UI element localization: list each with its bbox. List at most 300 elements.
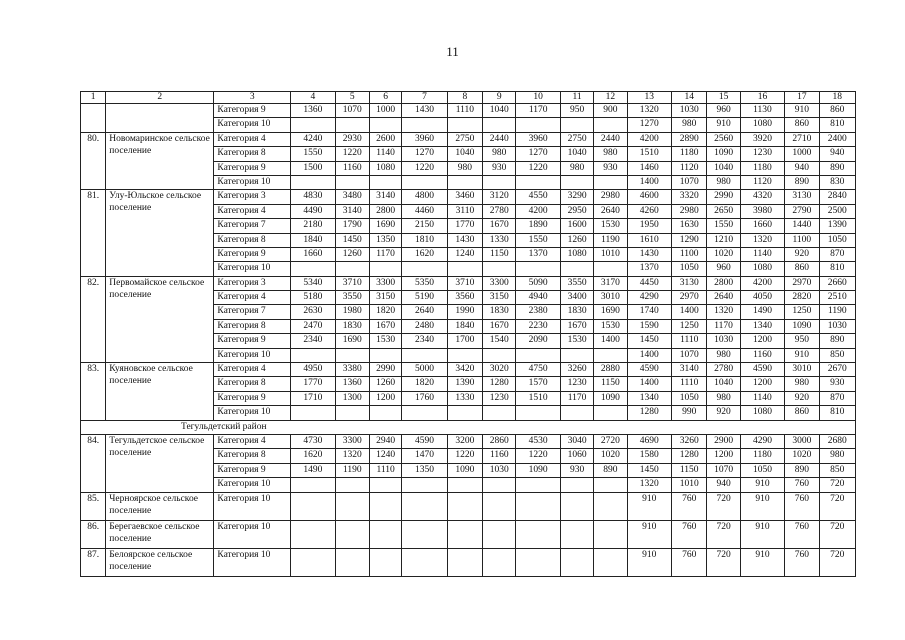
value-cell: 1400 <box>627 348 671 362</box>
value-cell: 900 <box>594 104 627 118</box>
value-cell: 3380 <box>335 363 369 377</box>
value-cell: 980 <box>483 147 516 161</box>
category-cell: Категория 10 <box>214 520 291 548</box>
value-cell: 910 <box>707 118 740 132</box>
value-cell: 1140 <box>740 247 784 261</box>
settlement-number <box>81 104 106 133</box>
value-cell: 2990 <box>707 190 740 204</box>
value-cell: 3150 <box>369 291 401 305</box>
value-cell: 1260 <box>369 377 401 391</box>
value-cell: 1220 <box>335 147 369 161</box>
value-cell: 4550 <box>516 190 560 204</box>
value-cell: 1330 <box>447 391 482 405</box>
value-cell: 1220 <box>447 449 482 463</box>
value-cell: 1190 <box>594 233 627 247</box>
value-cell: 1620 <box>291 449 335 463</box>
value-cell: 990 <box>672 406 707 420</box>
value-cell <box>594 406 627 420</box>
value-cell: 890 <box>594 463 627 477</box>
value-cell: 1260 <box>335 247 369 261</box>
value-cell: 1030 <box>483 463 516 477</box>
value-cell <box>560 478 593 492</box>
value-cell: 2510 <box>819 291 855 305</box>
value-cell <box>560 118 593 132</box>
value-cell <box>291 262 335 276</box>
value-cell: 1370 <box>627 262 671 276</box>
value-cell <box>335 262 369 276</box>
value-cell: 1690 <box>335 334 369 348</box>
category-cell: Категория 9 <box>214 334 291 348</box>
district-row <box>81 420 856 434</box>
value-cell <box>335 348 369 362</box>
value-cell: 1090 <box>785 319 819 333</box>
table-row <box>81 104 856 118</box>
value-cell: 1050 <box>672 262 707 276</box>
value-cell: 1040 <box>707 161 740 175</box>
value-cell: 1020 <box>785 449 819 463</box>
value-cell: 1330 <box>483 233 516 247</box>
value-cell: 940 <box>819 147 855 161</box>
value-cell: 1290 <box>672 233 707 247</box>
value-cell: 3300 <box>483 276 516 290</box>
value-cell: 1010 <box>672 478 707 492</box>
value-cell: 960 <box>707 262 740 276</box>
value-cell: 1100 <box>785 233 819 247</box>
value-cell: 2380 <box>516 305 560 319</box>
value-cell: 1690 <box>369 219 401 233</box>
value-cell: 3140 <box>672 363 707 377</box>
value-cell: 1180 <box>740 449 784 463</box>
value-cell: 4050 <box>740 291 784 305</box>
value-cell: 4940 <box>516 291 560 305</box>
value-cell: 2640 <box>707 291 740 305</box>
value-cell: 910 <box>740 492 784 520</box>
value-cell: 930 <box>483 161 516 175</box>
value-cell: 1230 <box>560 377 593 391</box>
value-cell: 1210 <box>707 233 740 247</box>
value-cell <box>291 548 335 576</box>
column-header: 10 <box>516 92 560 104</box>
value-cell: 2230 <box>516 319 560 333</box>
value-cell <box>560 348 593 362</box>
value-cell: 980 <box>785 377 819 391</box>
category-cell: Категория 4 <box>214 204 291 218</box>
value-cell <box>516 520 560 548</box>
value-cell: 2880 <box>594 363 627 377</box>
value-cell <box>369 548 401 576</box>
value-cell: 720 <box>707 520 740 548</box>
value-cell <box>402 492 447 520</box>
value-cell: 2980 <box>672 204 707 218</box>
value-cell: 1620 <box>402 247 447 261</box>
value-cell: 1690 <box>594 305 627 319</box>
value-cell: 2990 <box>369 363 401 377</box>
value-cell: 3710 <box>335 276 369 290</box>
value-cell <box>447 520 482 548</box>
value-cell: 2800 <box>707 276 740 290</box>
value-cell: 2500 <box>819 204 855 218</box>
value-cell: 1790 <box>335 219 369 233</box>
value-cell: 1570 <box>516 377 560 391</box>
value-cell: 3960 <box>402 132 447 146</box>
value-cell: 1490 <box>740 305 784 319</box>
value-cell: 1580 <box>627 449 671 463</box>
category-cell: Категория 8 <box>214 319 291 333</box>
value-cell: 1200 <box>740 377 784 391</box>
value-cell <box>516 492 560 520</box>
value-cell: 1350 <box>402 463 447 477</box>
value-cell <box>483 118 516 132</box>
value-cell: 1020 <box>707 247 740 261</box>
value-cell: 2940 <box>369 434 401 448</box>
value-cell: 2180 <box>291 219 335 233</box>
value-cell: 3140 <box>369 190 401 204</box>
value-cell: 5190 <box>402 291 447 305</box>
category-cell: Категория 9 <box>214 161 291 175</box>
category-cell: Категория 4 <box>214 363 291 377</box>
value-cell <box>291 492 335 520</box>
value-cell: 2660 <box>819 276 855 290</box>
value-cell: 960 <box>707 104 740 118</box>
category-cell: Категория 10 <box>214 492 291 520</box>
value-cell <box>516 548 560 576</box>
category-cell: Категория 8 <box>214 233 291 247</box>
value-cell: 910 <box>740 520 784 548</box>
value-cell <box>402 262 447 276</box>
value-cell: 4490 <box>291 204 335 218</box>
value-cell: 1670 <box>483 219 516 233</box>
value-cell: 1540 <box>483 334 516 348</box>
column-header: 17 <box>785 92 819 104</box>
value-cell <box>594 520 627 548</box>
value-cell: 1340 <box>627 391 671 405</box>
value-cell: 720 <box>819 492 855 520</box>
table-row <box>81 276 856 290</box>
value-cell: 1390 <box>447 377 482 391</box>
value-cell: 3260 <box>672 434 707 448</box>
value-cell: 1320 <box>707 305 740 319</box>
value-cell: 1080 <box>740 262 784 276</box>
value-cell: 940 <box>785 161 819 175</box>
value-cell: 2440 <box>483 132 516 146</box>
category-cell: Категория 10 <box>214 548 291 576</box>
settlement-number: 84. <box>81 434 106 492</box>
value-cell <box>516 175 560 189</box>
value-cell: 1530 <box>369 334 401 348</box>
value-cell: 1390 <box>819 219 855 233</box>
settlement-name: Новомаринское сельское поселение <box>106 132 214 190</box>
value-cell: 1610 <box>627 233 671 247</box>
value-cell: 1090 <box>594 391 627 405</box>
value-cell: 1040 <box>447 147 482 161</box>
value-cell: 3140 <box>335 204 369 218</box>
value-cell: 4260 <box>627 204 671 218</box>
value-cell: 1020 <box>594 449 627 463</box>
value-cell: 1200 <box>707 449 740 463</box>
value-cell: 930 <box>560 463 593 477</box>
value-cell <box>369 478 401 492</box>
value-cell: 1220 <box>402 161 447 175</box>
value-cell: 1360 <box>291 104 335 118</box>
value-cell: 1700 <box>447 334 482 348</box>
value-cell: 2710 <box>785 132 819 146</box>
value-cell: 2720 <box>594 434 627 448</box>
value-cell: 980 <box>447 161 482 175</box>
value-cell <box>402 478 447 492</box>
value-cell: 1110 <box>672 377 707 391</box>
value-cell: 1830 <box>335 319 369 333</box>
value-cell: 1660 <box>291 247 335 261</box>
category-cell: Категория 10 <box>214 175 291 189</box>
value-cell <box>369 348 401 362</box>
value-cell <box>447 492 482 520</box>
value-cell: 720 <box>819 548 855 576</box>
value-cell: 1150 <box>483 247 516 261</box>
value-cell <box>483 175 516 189</box>
value-cell: 4590 <box>627 363 671 377</box>
value-cell: 3200 <box>447 434 482 448</box>
value-cell: 910 <box>740 478 784 492</box>
value-cell: 1080 <box>369 161 401 175</box>
value-cell <box>369 118 401 132</box>
value-cell: 3150 <box>483 291 516 305</box>
column-header: 3 <box>214 92 291 104</box>
value-cell: 1270 <box>627 118 671 132</box>
value-cell <box>369 262 401 276</box>
value-cell <box>483 406 516 420</box>
value-cell: 4290 <box>627 291 671 305</box>
value-cell <box>335 492 369 520</box>
value-cell: 1280 <box>627 406 671 420</box>
value-cell: 1280 <box>483 377 516 391</box>
value-cell: 1090 <box>447 463 482 477</box>
value-cell: 1160 <box>483 449 516 463</box>
value-cell: 860 <box>785 406 819 420</box>
table-row <box>81 363 856 377</box>
value-cell: 2400 <box>819 132 855 146</box>
value-cell: 4590 <box>402 434 447 448</box>
category-cell: Категория 10 <box>214 478 291 492</box>
value-cell: 3420 <box>447 363 482 377</box>
value-cell: 4750 <box>516 363 560 377</box>
value-cell: 2800 <box>369 204 401 218</box>
value-cell: 1820 <box>402 377 447 391</box>
value-cell <box>369 520 401 548</box>
value-cell: 1830 <box>560 305 593 319</box>
category-cell: Категория 8 <box>214 377 291 391</box>
value-cell <box>447 175 482 189</box>
value-cell <box>447 478 482 492</box>
value-cell: 3460 <box>447 190 482 204</box>
column-header: 13 <box>627 92 671 104</box>
column-header: 2 <box>106 92 214 104</box>
value-cell: 1450 <box>627 463 671 477</box>
value-cell <box>291 520 335 548</box>
value-cell: 2600 <box>369 132 401 146</box>
value-cell: 2930 <box>335 132 369 146</box>
value-cell: 1190 <box>335 463 369 477</box>
value-cell <box>483 492 516 520</box>
value-cell: 950 <box>560 104 593 118</box>
value-cell: 3010 <box>785 363 819 377</box>
value-cell: 850 <box>819 463 855 477</box>
value-cell: 1710 <box>291 391 335 405</box>
value-cell: 3010 <box>594 291 627 305</box>
value-cell: 810 <box>819 118 855 132</box>
value-cell <box>291 348 335 362</box>
value-cell <box>594 548 627 576</box>
value-cell: 1110 <box>672 334 707 348</box>
value-cell: 3400 <box>560 291 593 305</box>
value-cell: 4200 <box>627 132 671 146</box>
category-cell: Категория 10 <box>214 118 291 132</box>
value-cell: 1250 <box>785 305 819 319</box>
value-cell: 5180 <box>291 291 335 305</box>
value-cell: 1450 <box>627 334 671 348</box>
value-cell: 3550 <box>560 276 593 290</box>
value-cell: 1000 <box>369 104 401 118</box>
category-cell: Категория 10 <box>214 406 291 420</box>
value-cell: 720 <box>819 520 855 548</box>
value-cell <box>560 175 593 189</box>
settlement-name: Улу-Юльское сельское поселение <box>106 190 214 276</box>
value-cell <box>447 262 482 276</box>
value-cell: 1270 <box>402 147 447 161</box>
value-cell: 1090 <box>516 463 560 477</box>
value-cell: 1670 <box>369 319 401 333</box>
value-cell <box>483 548 516 576</box>
value-cell <box>335 478 369 492</box>
value-cell: 1550 <box>291 147 335 161</box>
value-cell: 760 <box>785 492 819 520</box>
value-cell: 1060 <box>560 449 593 463</box>
value-cell <box>594 478 627 492</box>
value-cell <box>594 348 627 362</box>
value-cell: 890 <box>785 463 819 477</box>
value-cell: 2340 <box>402 334 447 348</box>
value-cell <box>594 118 627 132</box>
value-cell: 1150 <box>594 377 627 391</box>
value-cell: 1030 <box>819 319 855 333</box>
value-cell: 1430 <box>402 104 447 118</box>
value-cell: 1770 <box>447 219 482 233</box>
column-header: 11 <box>560 92 593 104</box>
value-cell: 1240 <box>369 449 401 463</box>
value-cell: 1170 <box>369 247 401 261</box>
value-cell: 1160 <box>740 348 784 362</box>
value-cell: 1050 <box>672 391 707 405</box>
value-cell <box>516 348 560 362</box>
category-cell: Категория 8 <box>214 147 291 161</box>
value-cell: 920 <box>785 247 819 261</box>
settlement-name: Тегульдетское сельское поселение <box>106 434 214 492</box>
value-cell: 1370 <box>516 247 560 261</box>
value-cell: 4200 <box>516 204 560 218</box>
value-cell <box>447 548 482 576</box>
value-cell <box>402 520 447 548</box>
value-cell <box>335 118 369 132</box>
value-cell: 1460 <box>627 161 671 175</box>
value-cell: 5350 <box>402 276 447 290</box>
value-cell: 1280 <box>672 449 707 463</box>
value-cell: 1840 <box>447 319 482 333</box>
value-cell: 3290 <box>560 190 593 204</box>
column-header: 9 <box>483 92 516 104</box>
value-cell: 3300 <box>369 276 401 290</box>
value-cell <box>291 406 335 420</box>
value-cell: 1400 <box>627 175 671 189</box>
value-cell: 3040 <box>560 434 593 448</box>
column-header: 1 <box>81 92 106 104</box>
value-cell: 3130 <box>672 276 707 290</box>
value-cell: 1510 <box>516 391 560 405</box>
value-cell: 3120 <box>483 190 516 204</box>
value-cell: 860 <box>785 262 819 276</box>
value-cell: 3480 <box>335 190 369 204</box>
value-cell: 1670 <box>483 319 516 333</box>
settlement-number: 81. <box>81 190 106 276</box>
category-cell: Категория 7 <box>214 305 291 319</box>
value-cell: 1240 <box>447 247 482 261</box>
value-cell: 980 <box>672 118 707 132</box>
value-cell: 1130 <box>740 104 784 118</box>
settlement-name <box>106 104 214 133</box>
value-cell: 1000 <box>785 147 819 161</box>
header-row <box>81 92 856 104</box>
value-cell: 1950 <box>627 219 671 233</box>
value-cell <box>402 348 447 362</box>
value-cell: 2640 <box>402 305 447 319</box>
value-cell: 1300 <box>335 391 369 405</box>
category-cell: Категория 10 <box>214 348 291 362</box>
value-cell <box>594 492 627 520</box>
value-cell: 1470 <box>402 449 447 463</box>
settlement-name: Первомайское сельское поселение <box>106 276 214 362</box>
value-cell: 2150 <box>402 219 447 233</box>
value-cell: 1180 <box>740 161 784 175</box>
value-cell: 3560 <box>447 291 482 305</box>
value-cell: 980 <box>707 348 740 362</box>
value-cell: 2680 <box>819 434 855 448</box>
value-cell: 1530 <box>560 334 593 348</box>
value-cell: 1230 <box>740 147 784 161</box>
value-cell: 1040 <box>483 104 516 118</box>
value-cell: 980 <box>819 449 855 463</box>
value-cell: 2750 <box>447 132 482 146</box>
settlement-name: Куяновское сельское поселение <box>106 363 214 421</box>
value-cell: 1490 <box>291 463 335 477</box>
value-cell: 1220 <box>516 449 560 463</box>
value-cell: 4590 <box>740 363 784 377</box>
value-cell: 1350 <box>369 233 401 247</box>
value-cell: 1080 <box>740 118 784 132</box>
value-cell <box>447 118 482 132</box>
value-cell <box>369 406 401 420</box>
value-cell: 890 <box>819 161 855 175</box>
value-cell: 2640 <box>594 204 627 218</box>
value-cell: 1980 <box>335 305 369 319</box>
settlement-name: Белоярское сельское поселение <box>106 548 214 576</box>
value-cell: 5000 <box>402 363 447 377</box>
value-cell: 1400 <box>672 305 707 319</box>
value-cell: 2890 <box>672 132 707 146</box>
value-cell <box>516 406 560 420</box>
value-cell <box>560 548 593 576</box>
table-row <box>81 548 856 576</box>
value-cell: 3110 <box>447 204 482 218</box>
value-cell: 810 <box>819 406 855 420</box>
value-cell: 2970 <box>672 291 707 305</box>
